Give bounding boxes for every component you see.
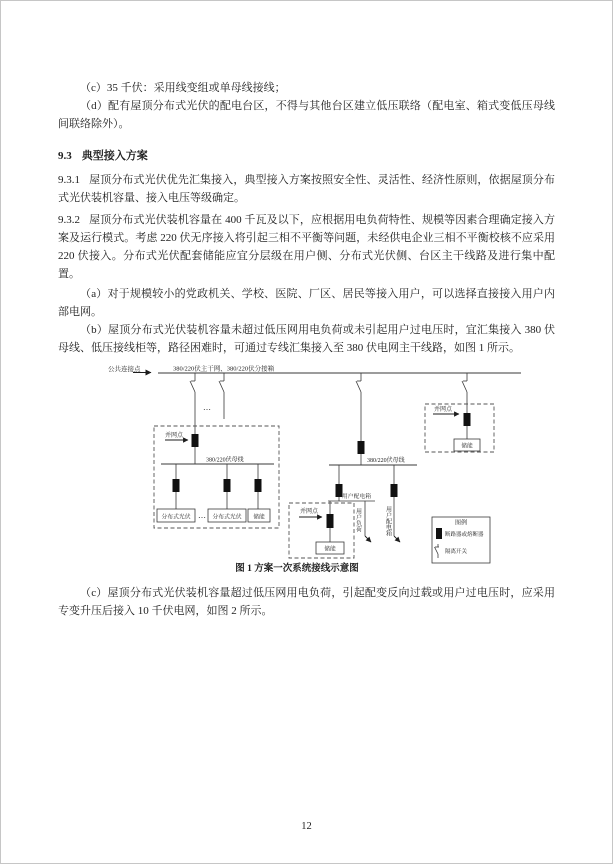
paragraph-item-b: （b）屋顶分布式光伏装机容量未超过低压网用电负荷或未引起用户过电压时，宜汇集接入 380 伏母线、低压接线柜等，路径困难时，可通过专线汇集接入至 380 伏电网主干线路，如图 1 所示。 (58, 324, 555, 354)
pv-branch-lines (176, 464, 258, 509)
legend-breaker-symbol (436, 528, 442, 539)
page-content (1, 1, 612, 620)
paragraph-item-c-top: （c）35 千伏：采用线变组或单母线接线； (80, 82, 286, 94)
pv-box-1-label: 分布式光伏 (161, 514, 191, 521)
paragraph-item-c-bottom: （c）屋顶分布式光伏装机容量超过低压网用电负荷，引起配变反向过载或用户过电压时，应采用专变升压后接入 10 千伏电网，如图 2 所示。 (58, 587, 555, 617)
paragraph-item-a: （a）对于规模较小的党政机关、学校、医院、厂区、居民等接入用户，可以选择直接接入用户内部电网。 (58, 288, 555, 318)
breaker-storage-user (327, 514, 334, 528)
user-load-arrow (365, 536, 371, 542)
storage-box-1-label: 储能 (253, 514, 265, 521)
pv-ellipsis: … (198, 511, 206, 520)
breaker-storage-1 (255, 479, 262, 492)
pcc-label: 公共连接点 (108, 366, 141, 373)
storage-box-2-label: 储能 (461, 443, 473, 450)
poc-label-3: 并网点 (300, 509, 319, 515)
clause-931-text: 屋顶分布式光伏优先汇集接入，典型接入方案按照安全性、灵活性、经济性原则，依据屋顶分布式光伏装机容量、接入电压等级确定。 (58, 174, 555, 204)
breaker-pv-1 (173, 479, 180, 492)
feeder-2-stub (219, 373, 224, 419)
figure-1-diagram (1, 361, 613, 576)
breaker-pv-2 (224, 479, 231, 492)
paragraph-item-d-top: （d）配有屋顶分布式光伏的配电台区，不得与其他台区建立低压联络（配电室、箱式变低压母线间联络除外）。 (58, 100, 555, 130)
storage-box-3-label: 储能 (324, 546, 336, 553)
user-load-label: 用户负荷 (354, 508, 361, 532)
left-bus-label: 380/220伏母线 (206, 457, 244, 464)
user-box-label: 用户配电箱 (342, 494, 371, 500)
breaker-user-feeder (358, 441, 365, 454)
section-number: 9.3 (58, 150, 72, 162)
legend-title: 图例 (454, 520, 468, 527)
feeder-1 (190, 373, 195, 464)
one-line-diagram (1, 361, 613, 576)
trunk-label: 380/220伏主干网、380/220伏分接箱 (173, 365, 275, 373)
breaker-other-user-box (391, 484, 398, 497)
clause-931-number: 9.3.1 (58, 174, 80, 186)
breaker-feeder-1 (192, 434, 199, 447)
feeder-ellipsis: … (203, 403, 211, 412)
feeder-4-storage (462, 373, 467, 439)
other-user-box-label: 用户配电箱 (384, 506, 391, 536)
poc-label-2: 并网点 (434, 407, 453, 413)
clause-932-number: 9.3.2 (58, 214, 80, 226)
section-heading (58, 147, 555, 165)
poc-label-1: 并网点 (165, 433, 184, 439)
legend-switch-label: 隔离开关 (445, 549, 468, 555)
other-user-box-arrow (394, 536, 400, 542)
figure-caption: 图 1 方案一次系统接线示意图 (235, 564, 359, 574)
pv-box-2-label: 分布式光伏 (212, 514, 242, 521)
breaker-storage-grid (464, 413, 471, 426)
user-box-branch (328, 465, 375, 542)
legend-breaker-label: 断路器或熔断器 (445, 532, 484, 538)
page-number: 12 (301, 821, 312, 832)
clause-932-text: 屋顶分布式光伏装机容量在 400 千瓦及以下，应根据用电负荷特性、规模等因素合理确定接入方案及运行模式。考虑 220 伏无序接入将引起三相不平衡等问题，未经供电企业三相不平衡校核不应采用 220 伏接入。分布式光伏配套储能应宜分层级在用户侧、分布式光伏侧、台区主干线路及进行集中配置。 (58, 214, 555, 280)
section-title: 典型接入方案 (81, 150, 148, 162)
clause-931 (58, 171, 555, 207)
right-bus-label: 380/220伏母线 (367, 458, 405, 464)
clause-932 (58, 211, 555, 283)
